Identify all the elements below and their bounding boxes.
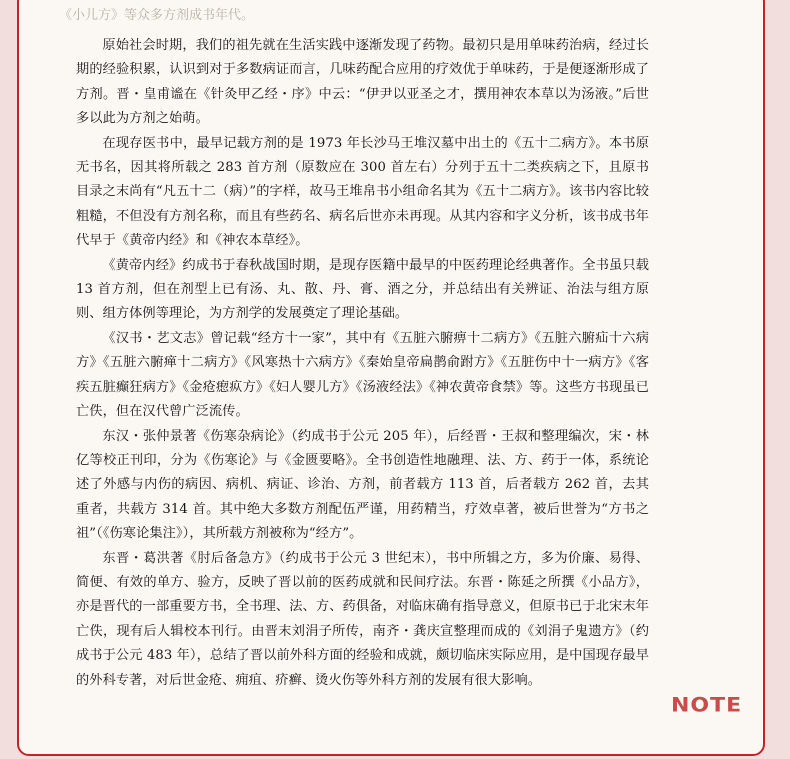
paragraph-origin: 原始社会时期，我们的祖先就在生活实践中逐渐发现了药物。最初只是用单味药治病，经过长期的经验积累，认识到对于多数病证而言，几味药配合应用的疗效优于单味药，于是便逐渐形成了方剂。晋・皇甫谧在《针灸甲乙经・序》中云：“伊尹以亚圣之才，撰用神农本草以为汤液。”后世多以此为方剂之始萌。 — [76, 38, 649, 127]
paragraph-huangdi-neijing: 《黄帝内经》约成书于春秋战国时期，是现存医籍中最早的中医药理论经典著作。全书虽只载 13 首方剂，但在剂型上已有汤、丸、散、丹、膏、酒之分，并总结出有关辨证、治法与组方原则、组方体例等理论，为方剂学的发展奠定了理论基础。 — [76, 257, 649, 322]
bleed-through-text: 《小儿方》等众多方剂成书年代。 — [59, 8, 255, 23]
paragraph-ge-hong: 东晋・葛洪著《肘后备急方》（约成书于公元 3 世纪末），书中所辑之方，多为价廉、易得、简便、有效的单方、验方，反映了晋以前的医药成就和民间疗法。东晋・陈延之所撰《小品方》，亦是晋代的一部重要方书，全书理、法、方、药俱备，对临床确有指导意义，但原书已于北宋末年亡佚，现有后人辑校本刊行。由晋末刘涓子所传，南齐・龚庆宣整理而成的《刘涓子鬼遗方》（约成书于公元 483 年），总结了晋以前外科方面的经验和成就，颇切临床实际应用，是中国现存最早的外科专著，对后世金疮、痈疽、疥癣、烫火伤等外科方剂的发展有很大影响。 — [76, 550, 649, 688]
paragraph-wushier-bingfang: 在现存医书中，最早记载方剂的是 1973 年长沙马王堆汉墓中出土的《五十二病方》。本书原无书名，因其将所载之 283 首方剂（原数应在 300 首左右）分列于五十二类疾病之下，且原书目录之末尚有“凡五十二（病）”的字样，故马王堆帛书小组命名其为《五十二病方》。该书内容比较粗糙，不但没有方剂名称，而且有些药名、病名后世亦未再现。从其内容和字义分析，该书成书年代早于《黄帝内经》和《神农本草经》。 — [76, 135, 649, 249]
paragraph-hanshu-yiwenzhi: 《汉书・艺文志》曾记载“经方十一家”，其中有《五脏六腑痹十二病方》《五脏六腑疝十六病方》《五脏六腑瘅十二病方》《风寒热十六病方》《秦始皇帝扁鹊俞跗方》《五脏伤中十一病方》《客疾五脏癫狂病方》《金疮瘛疭方》《妇人婴儿方》《汤液经法》《神农黄帝食禁》等。这些方书现虽已亡佚，但在汉代曾广泛流传。 — [76, 330, 649, 420]
note-label: NOTE — [671, 694, 743, 717]
body-text — [76, 34, 649, 693]
book-page — [17, 0, 765, 756]
paragraph-zhang-zhongjing: 东汉・张仲景著《伤寒杂病论》（约成书于公元 205 年），后经晋・王叔和整理编次，宋・林亿等校正刊印，分为《伤寒论》与《金匮要略》。全书创造性地融理、法、方、药于一体，系统论述了外感与内伤的病因、病机、病证、诊治、方剂，前者载方 113 首，后者载方 262 首，去其重者，共载方 314 首。其中绝大多数方剂配伍严谨，用药精当，疗效卓著，被后世誉为“方书之祖”（《伤寒论集注》），其所载方剂被称为“经方”。 — [76, 428, 649, 542]
